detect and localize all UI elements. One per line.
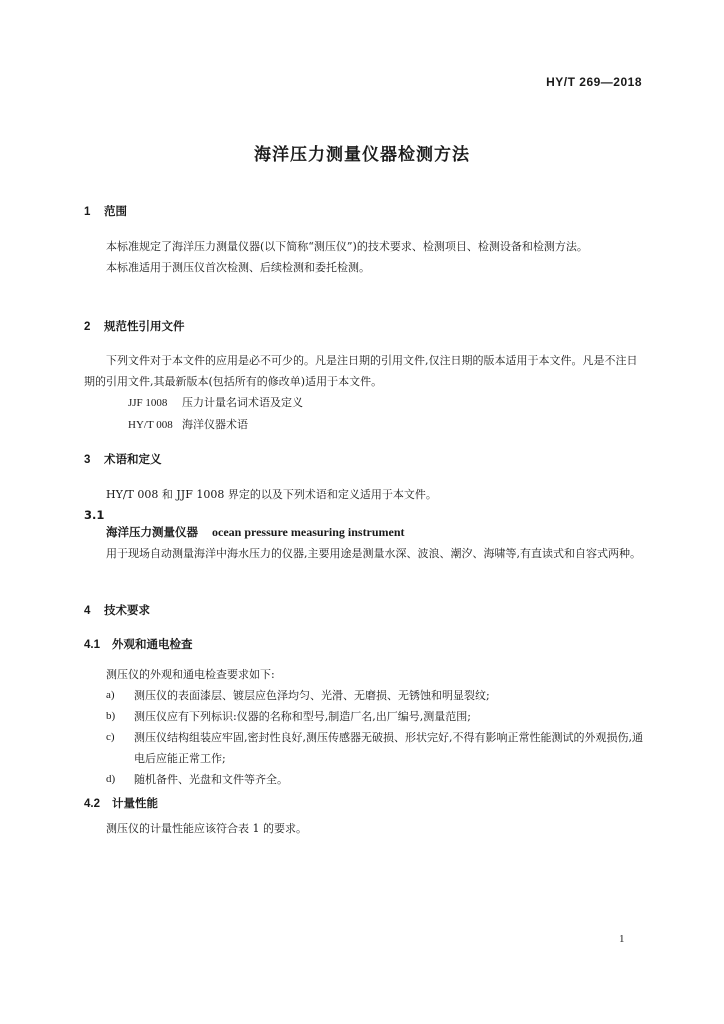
- reference-code: HY/T 008: [128, 419, 173, 431]
- section-number: 4: [84, 605, 91, 617]
- subsection-4-2-body: [84, 818, 644, 839]
- subsection-title: 外观和通电检查: [112, 637, 193, 651]
- section-title: 技术要求: [104, 603, 150, 617]
- list-label: d): [106, 773, 116, 785]
- list-text: 测压仪的表面漆层、镀层应色泽均匀、光滑、无磨损、无锈蚀和明显裂纹;: [134, 689, 490, 702]
- paragraph: HY/T 008 和 JJF 1008 界定的以及下列术语和定义适用于本文件。: [106, 488, 437, 501]
- section-title: 规范性引用文件: [104, 319, 185, 333]
- list-item: [84, 727, 644, 769]
- list-item: [84, 769, 644, 790]
- paragraph: 本标准适用于测压仪首次检测、后续检测和委托检测。: [106, 261, 370, 274]
- reference-code: JJF 1008: [128, 397, 168, 409]
- subsection-4-2-heading: [84, 795, 158, 811]
- paragraph: 测压仪的外观和通电检查要求如下:: [106, 668, 275, 681]
- list-label: c): [106, 731, 115, 743]
- section-3-intro: [84, 484, 644, 505]
- section-number: 3: [84, 454, 91, 466]
- list-label: a): [106, 689, 115, 701]
- document-title: 海洋压力测量仪器检测方法: [254, 145, 470, 165]
- list-text: 测压仪结构组装应牢固,密封性良好,测压传感器无破损、形状完好,不得有影响正常性能测试的外观损伤,通电后应能正常工作;: [134, 731, 643, 765]
- list-label: b): [106, 710, 116, 722]
- section-2-heading: [84, 318, 185, 334]
- subsection-number: 4.2: [84, 798, 100, 810]
- list-item: [84, 706, 644, 727]
- paragraph: 测压仪的计量性能应该符合表 1 的要求。: [106, 822, 307, 835]
- list-text: 随机备件、光盘和文件等齐全。: [134, 773, 288, 786]
- term-entry: [84, 522, 644, 564]
- reference-name: 压力计量名词术语及定义: [182, 396, 303, 409]
- reference-item: [84, 414, 644, 436]
- section-number: 2: [84, 321, 91, 333]
- standard-number: HY/T 269—2018: [546, 75, 642, 89]
- section-title: 范围: [104, 204, 127, 218]
- subsection-title: 计量性能: [112, 796, 158, 810]
- section-number: 1: [84, 206, 91, 218]
- paragraph: 本标准规定了海洋压力测量仪器(以下简称“测压仪”)的技术要求、检测项目、检测设备和检测方法。: [106, 240, 588, 253]
- subsection-number: 4.1: [84, 639, 100, 651]
- section-title: 术语和定义: [104, 452, 162, 466]
- list-text: 测压仪应有下列标识:仪器的名称和型号,制造厂名,出厂编号,测量范围;: [134, 710, 471, 723]
- subsection-4-1-heading: [84, 636, 193, 652]
- term-chinese: 海洋压力测量仪器: [106, 525, 198, 539]
- term-heading: [84, 522, 644, 543]
- subsection-4-1-body: [84, 664, 644, 790]
- page-number: 1: [619, 933, 625, 945]
- section-1-body: [84, 236, 644, 278]
- term-english: ocean pressure measuring instrument: [212, 525, 405, 539]
- term-number: 3.1: [84, 508, 105, 522]
- section-4-heading: [84, 602, 150, 618]
- paragraph: 下列文件对于本文件的应用是必不可少的。凡是注日期的引用文件,仅注日期的版本适用于本文件。凡是不注日期的引用文件,其最新版本(包括所有的修改单)适用于本文件。: [84, 354, 638, 388]
- section-3-heading: [84, 451, 162, 467]
- section-2-body: [84, 350, 644, 436]
- term-definition: 用于现场自动测量海洋中海水压力的仪器,主要用途是测量水深、波浪、潮汐、海啸等,有直读式和自容式两种。: [106, 547, 641, 560]
- section-1-heading: [84, 203, 127, 219]
- reference-name: 海洋仪器术语: [182, 418, 248, 431]
- reference-item: [84, 392, 644, 414]
- list-item: [84, 685, 644, 706]
